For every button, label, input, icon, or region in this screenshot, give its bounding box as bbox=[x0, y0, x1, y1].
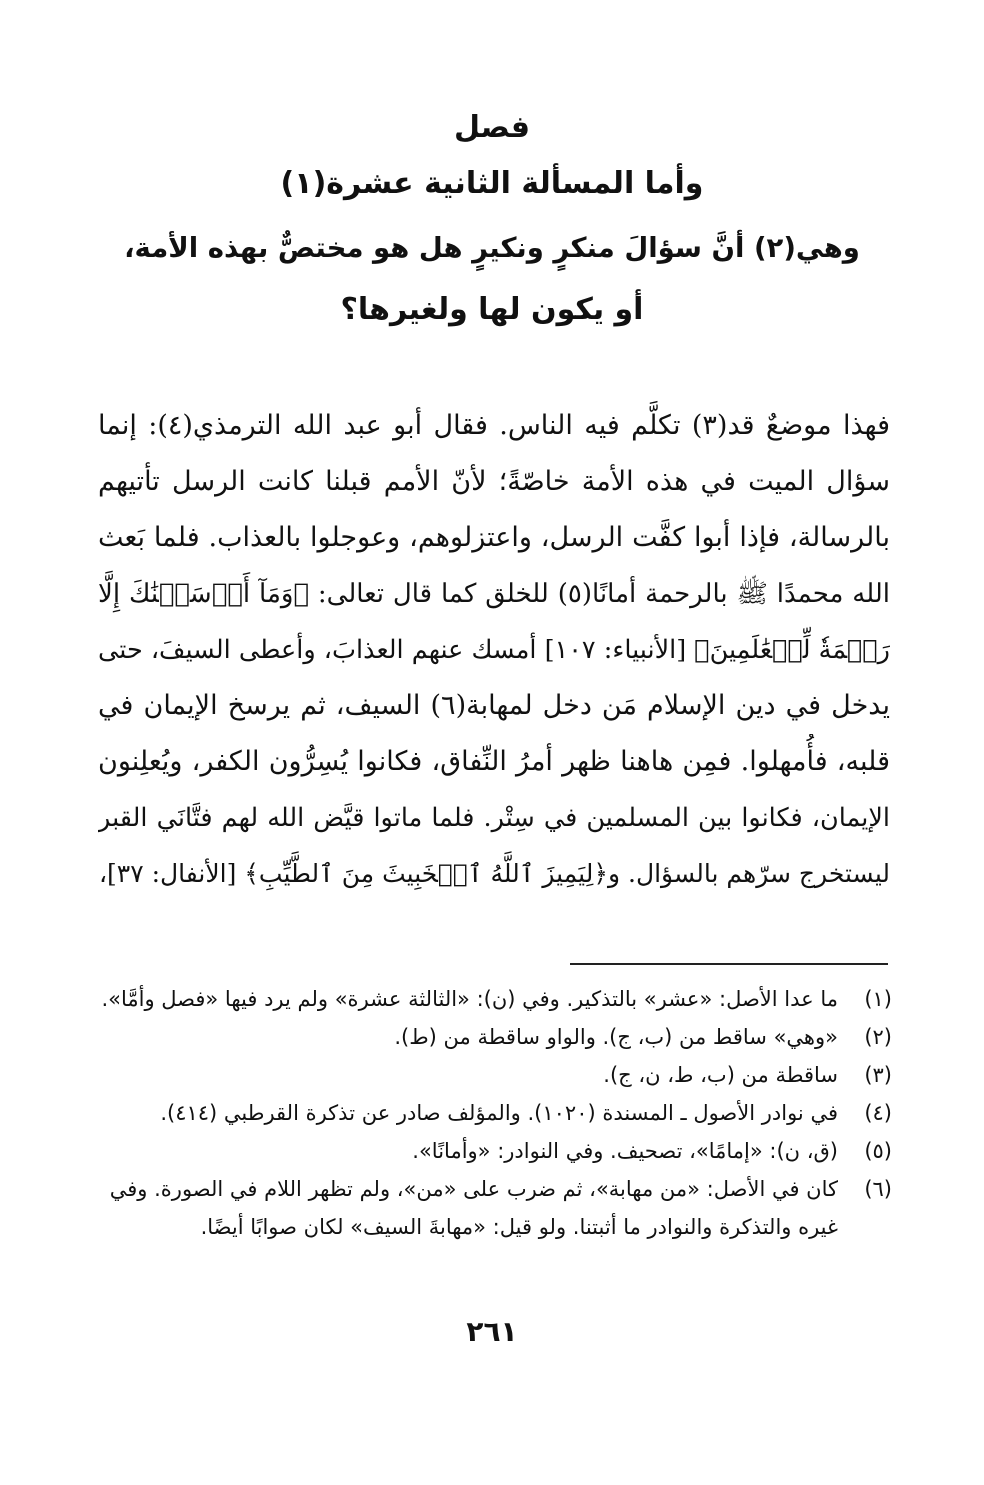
footnote-text: ما عدا الأصل: «عشر» بالتذكير. وفي (ن): «الثالثة عشرة» ولم يرد فيها «فصل وأمَّا». bbox=[101, 987, 838, 1011]
footnote-number: (٥) bbox=[864, 1139, 892, 1163]
body-line: بالرسالة، فإذا أبوا كفَّت الرسل، واعتزلوهم، وعوجلوا بالعذاب. فلما بَعث bbox=[98, 522, 890, 553]
body-line: رَحۡمَةٗ لِّلۡعَٰلَمِينَ﴾ [الأنبياء: ١٠٧] أمسك عنهم العذابَ، وأعطى السيفَ، حتى bbox=[98, 635, 890, 665]
footnote-number: (١) bbox=[864, 987, 892, 1011]
footnote-number: (٣) bbox=[864, 1063, 892, 1087]
body-line: سؤال الميت في هذه الأمة خاصّةً؛ لأنّ الأمم قبلنا كانت الرسل تأتيهم bbox=[98, 466, 890, 497]
footnote-text: «وهي» ساقط من (ب، ج). والواو ساقطة من (ط). bbox=[394, 1025, 838, 1049]
footnote-text: في نوادر الأصول ـ المسندة (١٠٢٠). والمؤلف صادر عن تذكرة القرطبي (٤١٤). bbox=[160, 1101, 838, 1125]
footnote bbox=[96, 1018, 892, 1056]
body-text bbox=[98, 398, 890, 902]
body-line: قلبه، فأُمهلوا. فمِن هاهنا ظهر أمرُ النِّفاق، فكانوا يُسِرُّون الكفر، ويُعلِنون bbox=[98, 746, 890, 777]
body-line: يدخل في دين الإسلام مَن دخل لمهابة(٦) السيف، ثم يرسخ الإيمان في bbox=[98, 690, 890, 721]
body-line: فهذا موضعٌ قد(٣) تكلَّم فيه الناس. فقال أبو عبد الله الترمذي(٤): إنما bbox=[98, 410, 890, 441]
footnote bbox=[96, 1056, 892, 1094]
footnote-number: (٤) bbox=[864, 1101, 892, 1125]
footnote bbox=[96, 980, 892, 1018]
footnote-separator bbox=[570, 963, 888, 965]
footnote-text: (ق، ن): «إمامًا»، تصحيف. وفي النوادر: «وأمانًا». bbox=[412, 1139, 838, 1163]
chapter-heading-line-1: وأما المسألة الثانية عشرة(١) bbox=[280, 166, 704, 201]
footnote-text: ساقطة من (ب، ط، ن، ج). bbox=[603, 1063, 838, 1087]
footnotes bbox=[96, 980, 892, 1246]
footnote bbox=[96, 1094, 892, 1132]
footnote-number: (٢) bbox=[864, 1025, 892, 1049]
footnote bbox=[96, 1132, 892, 1170]
footnote-continuation: غيره والتذكرة والنوادر ما أثبتنا. ولو قيل: «مهابةَ السيف» لكان صوابًا أيضًا. bbox=[200, 1215, 838, 1239]
body-line: الله محمدًا ﷺ بالرحمة أمانًا(٥) للخلق كما قال تعالى: ﴿وَمَآ أَرۡسَلۡنَٰكَ إِلَّا bbox=[98, 579, 890, 609]
body-line: الإيمان، فكانوا بين المسلمين في سِتْر. فلما ماتوا قيَّض الله لهم فتَّانَي القبر bbox=[98, 803, 890, 833]
body-line: ليستخرج سرّهم بالسؤال. و﴿لِيَمِيزَ ٱللَّهُ ٱلۡخَبِيثَ مِنَ ٱلطَّيِّبِ﴾ [الأنفال: ٣٧]، bbox=[98, 859, 890, 888]
footnote-number: (٦) bbox=[864, 1177, 892, 1201]
section-title: فصل bbox=[454, 110, 530, 145]
footnote bbox=[96, 1170, 892, 1208]
page-number: ٢٦١ bbox=[466, 1315, 518, 1348]
chapter-heading-line-2: وهي(٢) أنَّ سؤالَ منكرٍ ونكيرٍ هل هو مختصٌّ بهذه الأمة، bbox=[124, 232, 860, 264]
footnote-text: كان في الأصل: «من مهابة»، ثم ضرب على «من»، ولم تظهر اللام في الصورة. وفي bbox=[109, 1177, 838, 1201]
chapter-heading-line-3: أو يكون لها ولغيرها؟ bbox=[340, 292, 644, 327]
